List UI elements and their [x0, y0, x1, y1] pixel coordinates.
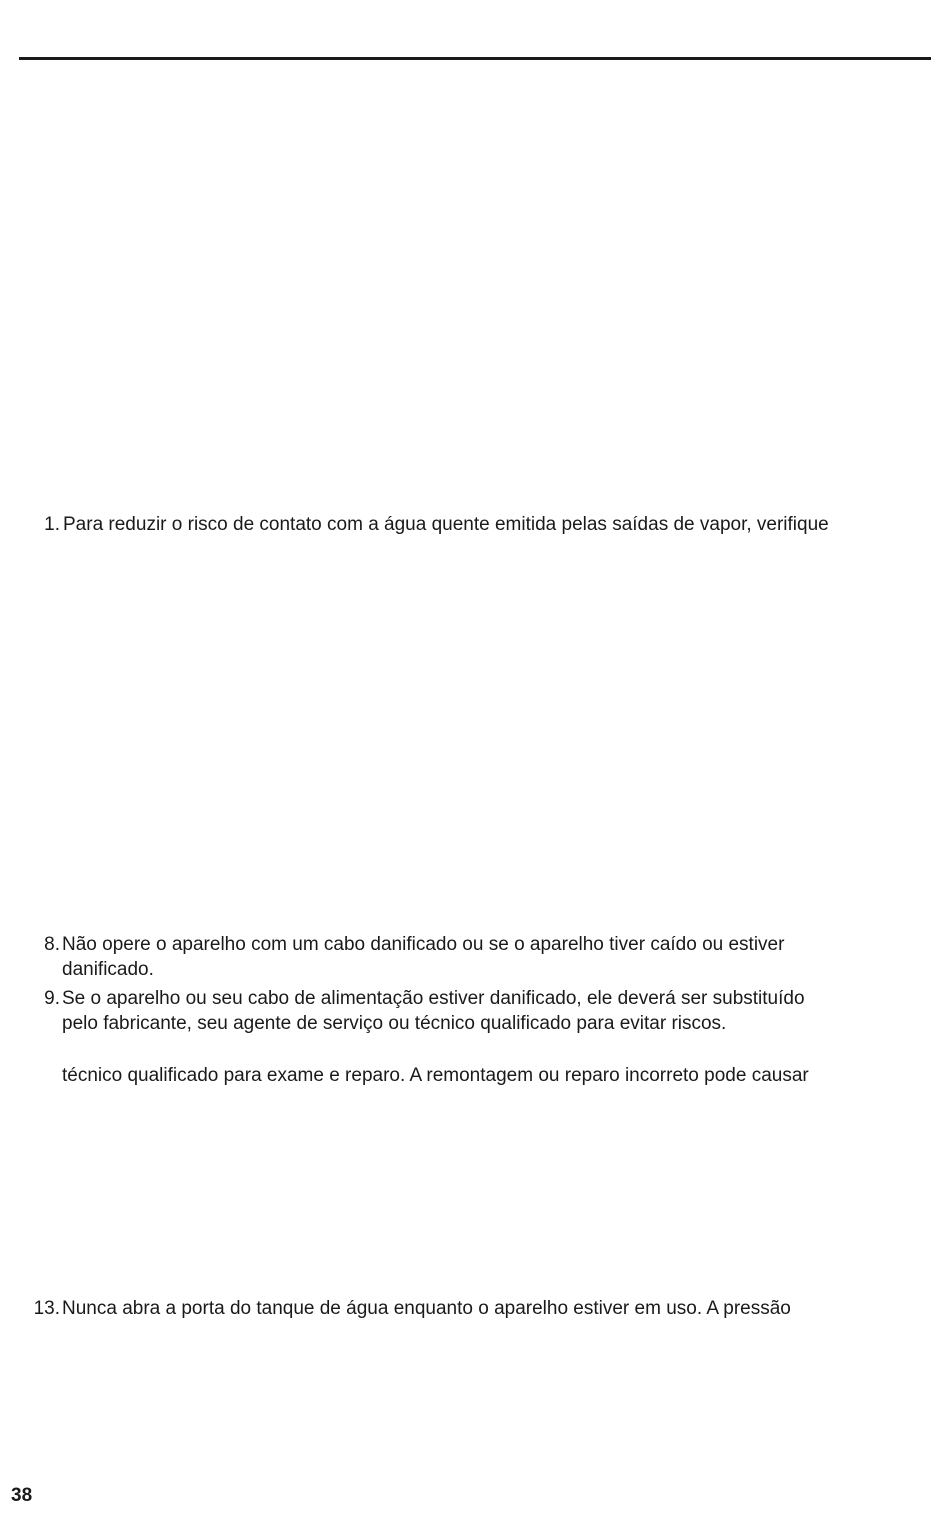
- list-item-text: Se o aparelho ou seu cabo de alimentação estiver danificado, ele deverá ser substituído: [62, 988, 805, 1009]
- list-item-text: técnico qualificado para exame e reparo. A remontagem ou reparo incorreto pode causar: [62, 1065, 809, 1086]
- list-item-number: 9.: [44, 988, 60, 1009]
- list-item-text: Não opere o aparelho com um cabo danificado ou se o aparelho tiver caído ou estiver: [62, 934, 785, 955]
- list-item-text-continued: danificado.: [62, 959, 154, 980]
- list-item-number: 8.: [44, 934, 60, 955]
- list-item-number: 1.: [44, 514, 60, 535]
- list-item-text-continued: pelo fabricante, seu agente de serviço ou técnico qualificado para evitar riscos.: [62, 1013, 727, 1034]
- list-item-text: Nunca abra a porta do tanque de água enquanto o aparelho estiver em uso. A pressão: [62, 1298, 791, 1319]
- header-rule: [19, 57, 931, 60]
- page-number: 38: [11, 1485, 33, 1506]
- list-item-text: Para reduzir o risco de contato com a água quente emitida pelas saídas de vapor, verifique: [63, 514, 829, 535]
- list-item-number: 13.: [33, 1298, 60, 1319]
